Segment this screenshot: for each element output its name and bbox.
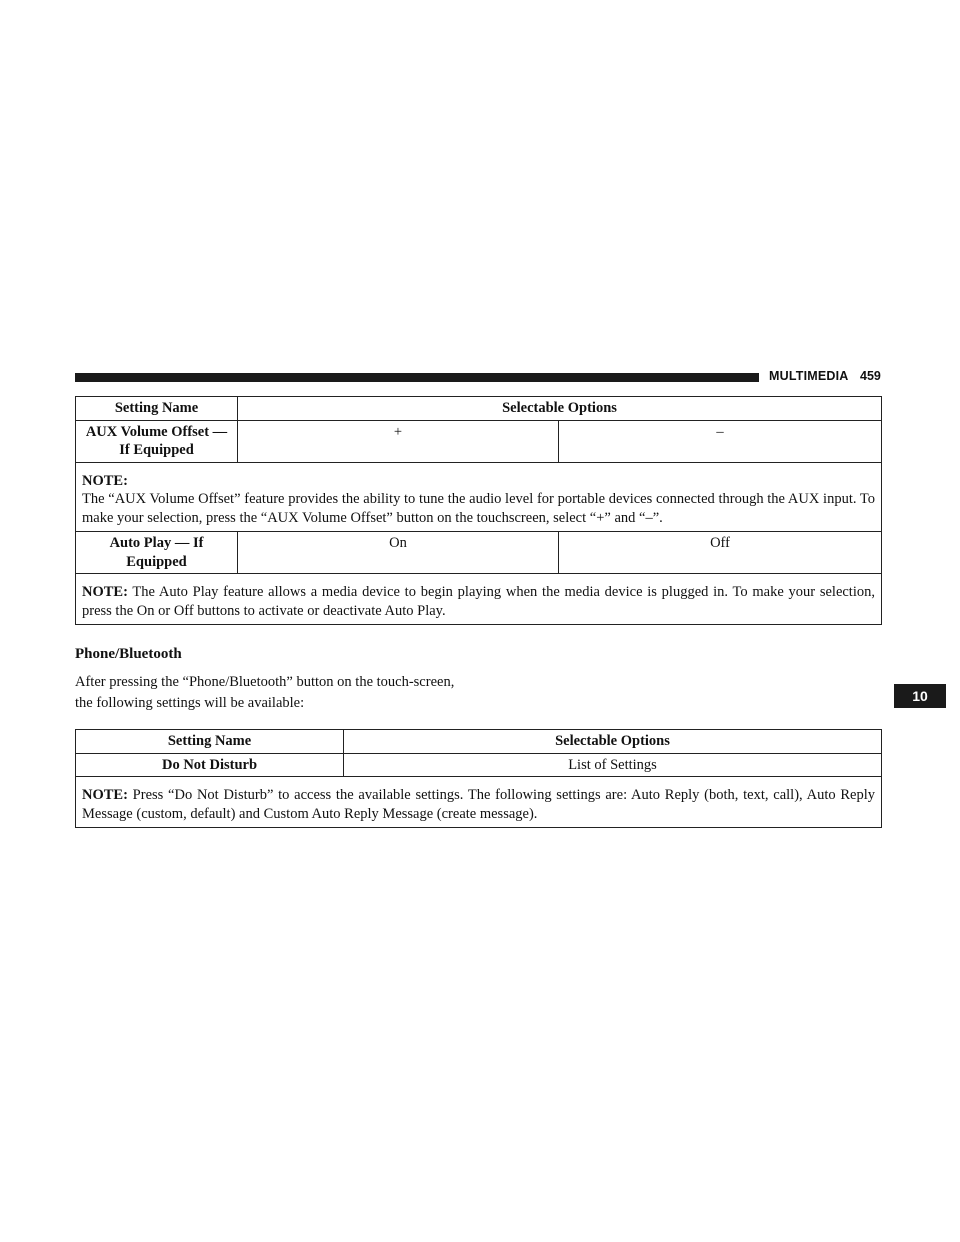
note-text: The “AUX Volume Offset” feature provides the ability to tune the audio level for portable devices connected through the AUX input. To make your selection, press the “AUX Volume Offset” button on the touchscreen, select “+” and “–”. xyxy=(82,491,876,526)
note-text: Press “Do Not Disturb” to access the available settings. The following settings are: Auto Reply (both, text, call), Auto Reply Message (custom, default) and Custom Auto Reply Message (create message). xyxy=(82,787,875,822)
note-do-not-disturb xyxy=(76,777,882,828)
note-text: The Auto Play feature allows a media device to begin playing when the media device is plugged in. To make your selection, press the On or Off buttons to activate or deactivate Auto Play. xyxy=(82,584,875,619)
option-minus: – xyxy=(559,420,882,462)
column-header-setting-name: Setting Name xyxy=(76,730,344,754)
column-header-setting-name: Setting Name xyxy=(76,397,238,421)
chapter-tab: 10 xyxy=(894,684,946,708)
settings-table-phone xyxy=(75,729,882,828)
note-row xyxy=(76,777,882,828)
note-aux-volume-offset xyxy=(76,462,882,532)
setting-name-aux-volume-offset: AUX Volume Offset — If Equipped xyxy=(76,420,238,462)
note-row xyxy=(76,462,882,532)
section-paragraph: After pressing the “Phone/Bluetooth” button on the touch-screen, the following settings will be available: xyxy=(75,674,455,711)
option-plus: + xyxy=(238,420,559,462)
option-list-of-settings: List of Settings xyxy=(344,753,882,777)
running-header-section: MULTIMEDIA xyxy=(769,369,849,383)
option-off: Off xyxy=(559,532,882,574)
header-rule xyxy=(75,373,759,382)
note-row xyxy=(76,574,882,625)
settings-table-media xyxy=(75,396,882,625)
option-on: On xyxy=(238,532,559,574)
table-header-row xyxy=(76,730,882,754)
table-row xyxy=(76,420,882,462)
note-label: NOTE: xyxy=(82,472,128,489)
setting-name-auto-play: Auto Play — If Equipped xyxy=(76,532,238,574)
note-auto-play xyxy=(76,574,882,625)
table-row xyxy=(76,532,882,574)
column-header-selectable-options: Selectable Options xyxy=(238,397,882,421)
note-label: NOTE: xyxy=(82,787,128,804)
setting-name-do-not-disturb: Do Not Disturb xyxy=(76,753,344,777)
page-number: 459 xyxy=(860,369,881,383)
table-header-row xyxy=(76,397,882,421)
table-row xyxy=(76,753,882,777)
note-label: NOTE: xyxy=(82,584,128,601)
section-heading-phone-bluetooth: Phone/Bluetooth xyxy=(75,646,182,662)
column-header-selectable-options: Selectable Options xyxy=(344,730,882,754)
